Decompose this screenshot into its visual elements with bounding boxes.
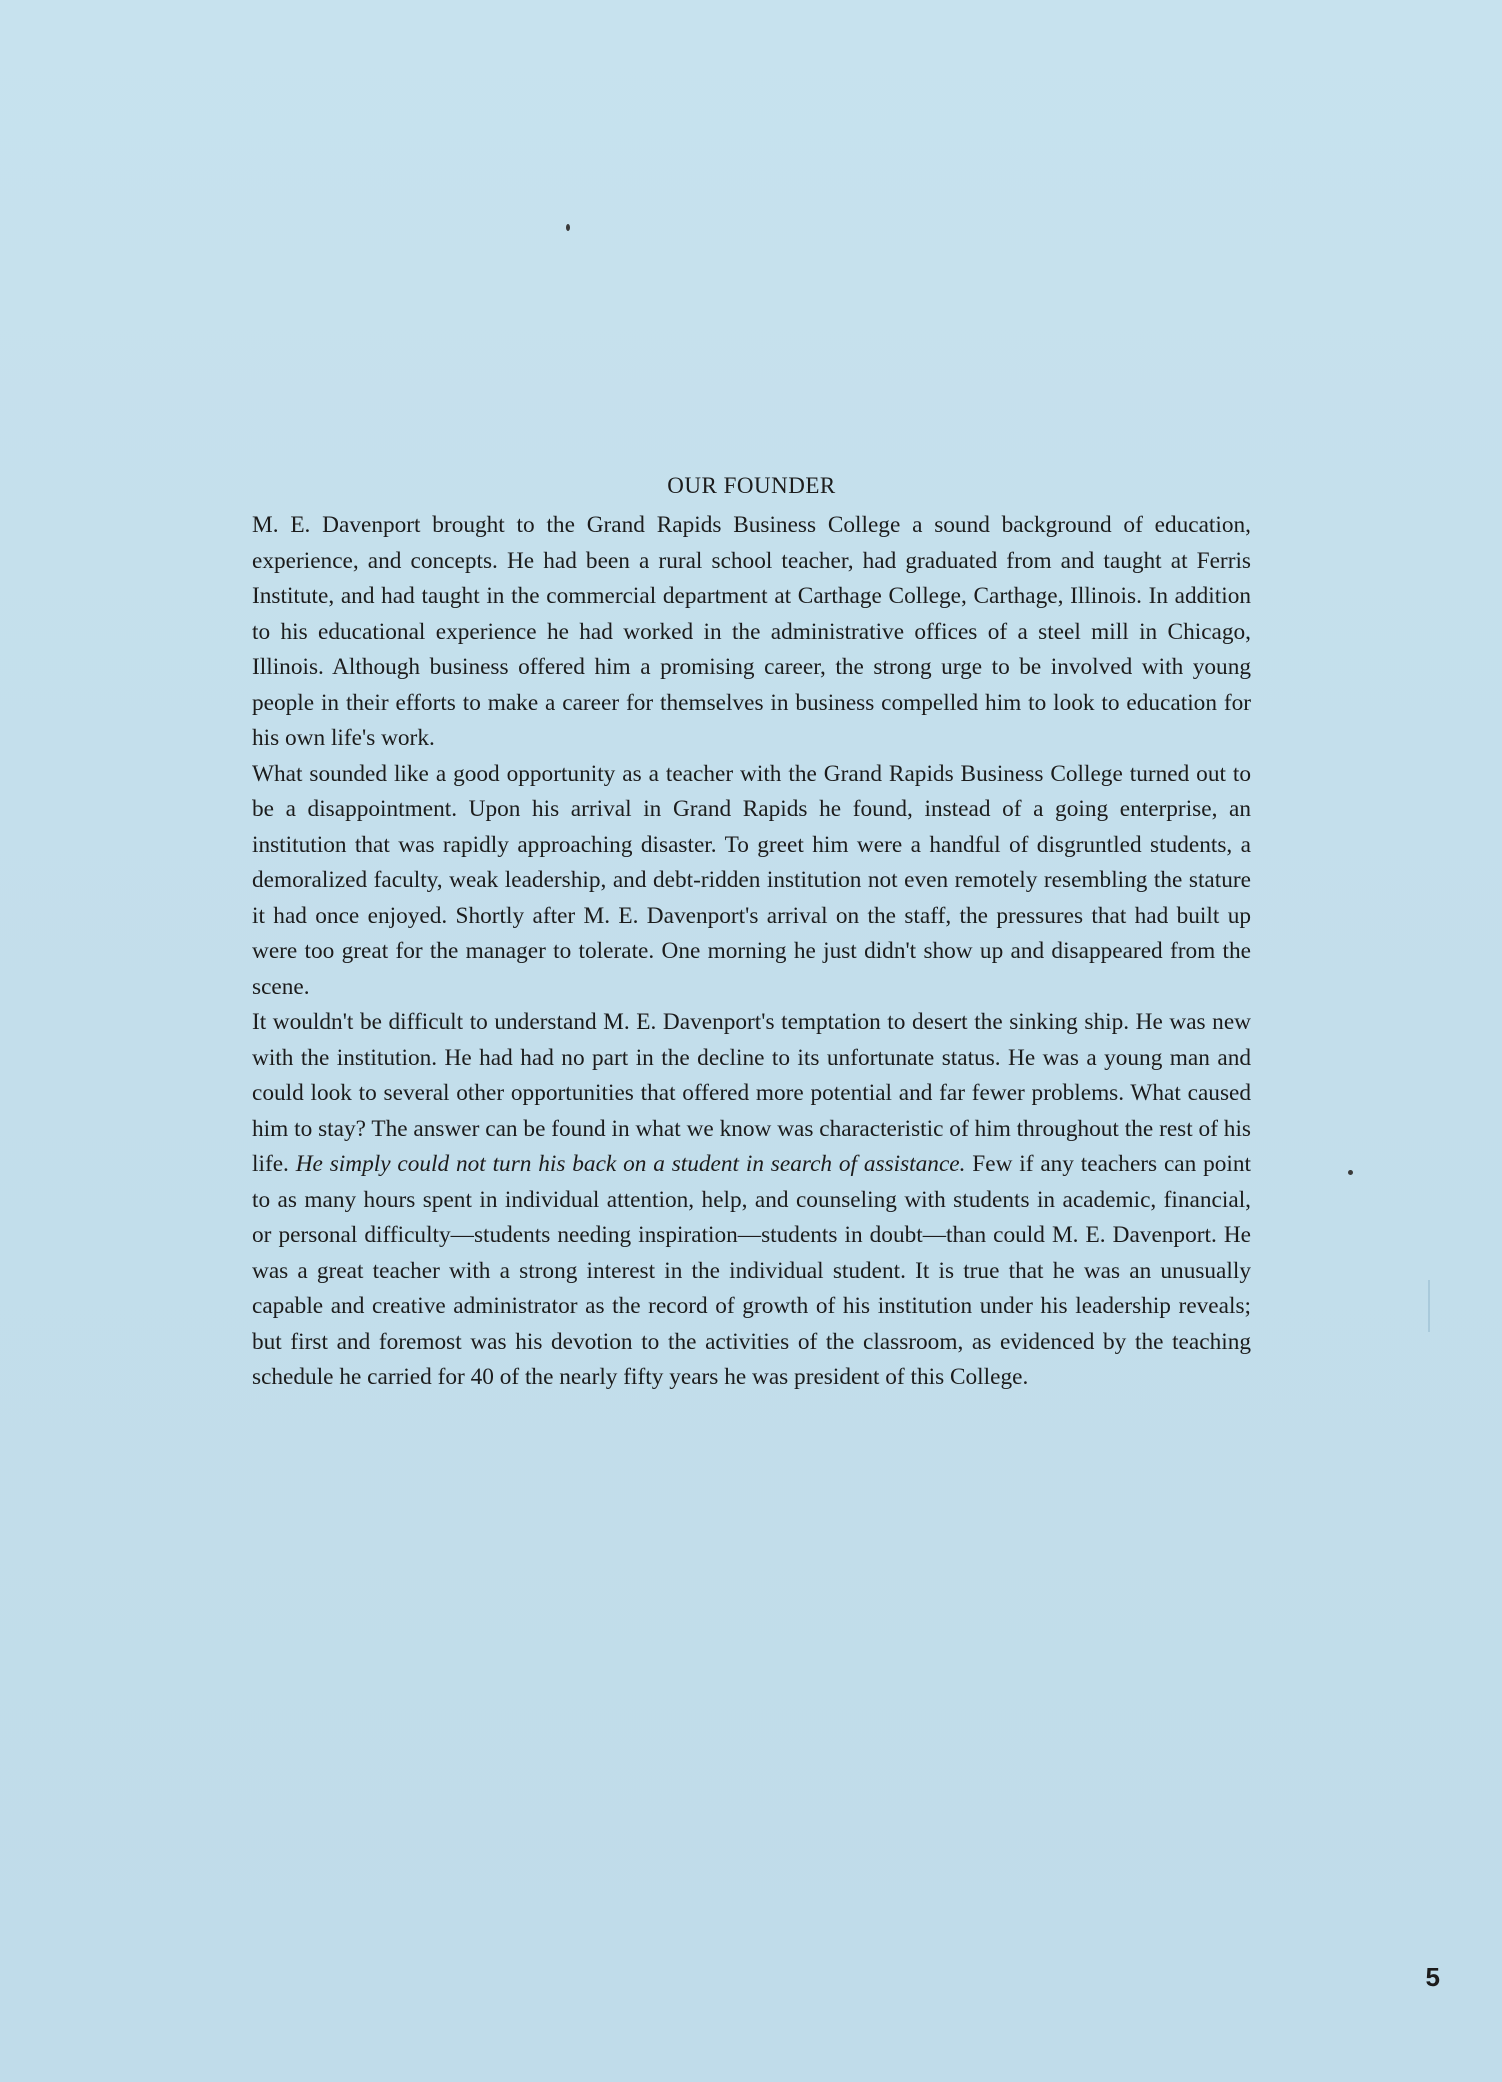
margin-mark <box>1428 1280 1430 1332</box>
ink-speck <box>566 224 570 231</box>
paragraph-3 <box>252 1005 1251 1396</box>
article-heading: OUR FOUNDER <box>667 473 836 498</box>
page-number: 5 <box>1425 1962 1440 1992</box>
paragraph-3-text-after: Few if any teachers can point to as many hours spent in individual attention, help, and counseling with students in academic, financial, or personal difficulty—students needing inspiration—students in doubt—than could M. E. Davenport. He was a great teacher with a strong interest in the individual student. It is true that he was an unusually capable and creative administrator as the record of growth of his institution under his leadership reveals; but first and foremost was his devotion to the activities of the classroom, as evidenced by the teaching schedule he carried for 40 of the nearly fifty years he was president of this College. <box>252 1151 1251 1390</box>
paragraph-3-italic-quote: He simply could not turn his back on a student in search of assistance. <box>295 1151 966 1177</box>
paragraph-1: M. E. Davenport brought to the Grand Rapids Business College a sound background of education, experience, and concepts. He had been a rural school teacher, had graduated from and taught at Ferris Institute, and had taught in the commercial department at Carthage College, Carthage, Illinois. In addition to his educational experience he had worked in the administrative offices of a steel mill in Chicago, Illinois. Although business offered him a promising career, the strong urge to be involved with young people in their efforts to make a career for themselves in business compelled him to look to education for his own life's work. <box>252 512 1251 751</box>
paragraph-2: What sounded like a good opportunity as a teacher with the Grand Rapids Business College turned out to be a disappointment. Upon his arrival in Grand Rapids he found, instead of a going enterprise, an institution that was rapidly approaching disaster. To greet him were a handful of disgruntled students, a demoralized faculty, weak leadership, and debt-ridden institution not even remotely resembling the stature it had once enjoyed. Shortly after M. E. Davenport's arrival on the staff, the pressures that had built up were too great for the manager to tolerate. One morning he just didn't show up and disappeared from the scene. <box>252 760 1251 1000</box>
paragraph-3-text-before: It wouldn't be difficult to understand M. E. Davenport's temptation to desert the sinking ship. He was new with the institution. He had had no part in the decline to its unfortunate status. He was a young man and could look to several other opportunities that offered more potential and far fewer problems. What caused him to stay? The answer can be found in what we know was characteristic of him throughout the rest of his life. <box>252 1009 1251 1177</box>
article <box>252 468 1251 1396</box>
ink-speck <box>1348 1170 1353 1175</box>
